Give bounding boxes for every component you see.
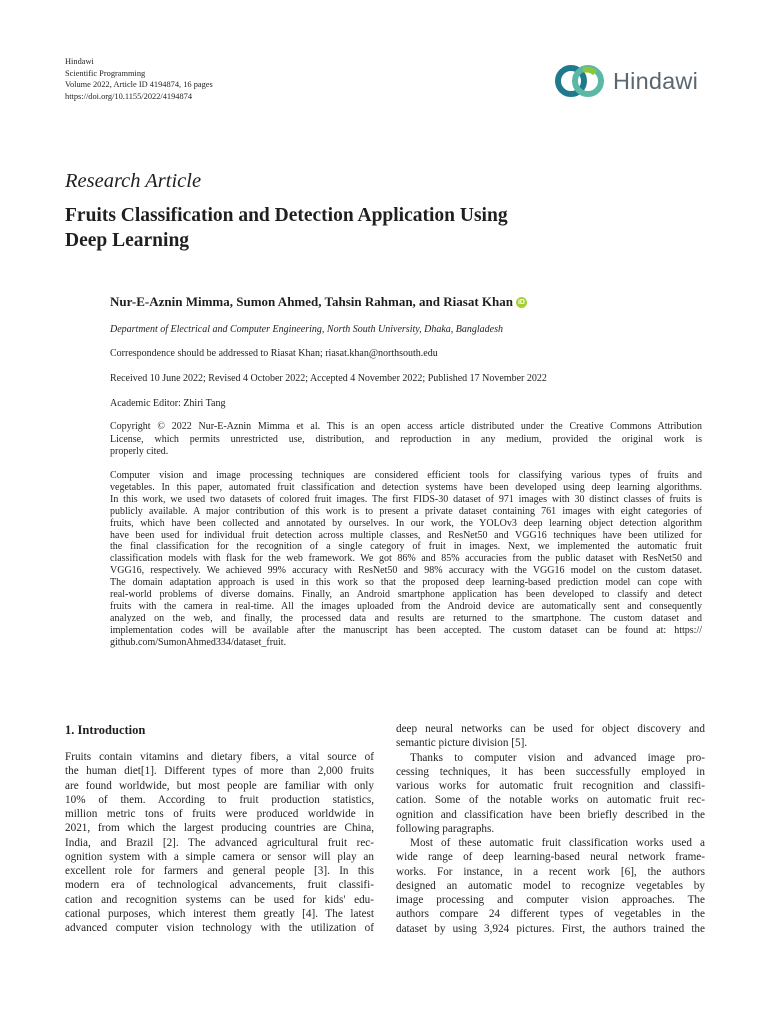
body-line: cessing techniques, it has been successfully employed in bbox=[396, 765, 705, 778]
article-title bbox=[65, 203, 508, 253]
doi-link[interactable]: https://doi.org/10.1155/2022/4194874 bbox=[65, 91, 193, 101]
title-line: Fruits Classification and Detection Application Using bbox=[65, 205, 508, 226]
abstract-line: In this work, we used two datasets of colored fruit images. The first FIDS-30 dataset of 971 images with 30 distinct classes of fruits is bbox=[110, 493, 702, 505]
body-line: the human diet[1]. Different types of more than 2,000 fruits bbox=[65, 765, 374, 778]
body-line: semantic picture division [5]. bbox=[396, 737, 528, 750]
abstract-line: analyzed on the web, and finally, the processed data and results are returned to the smartphone. The custom dataset and bbox=[110, 612, 702, 624]
body-line: Thanks to computer vision and advanced image pro- bbox=[410, 751, 705, 764]
orcid-icon[interactable]: iD bbox=[517, 298, 525, 306]
title-line: Deep Learning bbox=[65, 230, 190, 251]
copyright-line: properly cited. bbox=[110, 446, 169, 458]
publisher-name: Hindawi bbox=[65, 57, 94, 66]
body-line: ognition system with a simple camera or sensor will play an bbox=[65, 850, 374, 863]
abstract-line: fruits, which have been collected and annotated by ourselves. In our work, the YOLOv3 deep learning object detection algorithm bbox=[110, 517, 702, 529]
body-line: India, and Brazil [2]. The advanced agricultural fruit rec- bbox=[65, 836, 374, 849]
abstract bbox=[110, 470, 702, 649]
body-line: following paragraphs. bbox=[396, 822, 495, 835]
section-heading-introduction: 1. Introduction bbox=[65, 723, 146, 737]
article-type: Research Article bbox=[65, 170, 202, 192]
abstract-line: real-world problems of diverse domains. Finally, an Android smartphone application has been developed to classify and detect bbox=[110, 589, 702, 601]
body-line: works. For instance, in a recent work [6], the authors bbox=[396, 865, 705, 878]
abstract-line: The domain adaptation approach is used in this work so that the proposed deep learning-based prediction model can cope with bbox=[110, 577, 702, 589]
body-line: wide range of deep learning-based neural network frame- bbox=[396, 851, 705, 864]
body-line: cational purposes, which interest them greatly [4]. The latest bbox=[65, 907, 374, 920]
body-line: excellent role for farmers and general people [3]. In this bbox=[65, 865, 374, 877]
hindawi-rings-icon bbox=[554, 61, 606, 101]
body-line: designed an automatic model to recognize vegetables by bbox=[396, 879, 705, 892]
body-column-right bbox=[396, 722, 705, 936]
abstract-line: publicly available. A major contribution of this work is to present a private dataset containing 761 images with eight categories of bbox=[110, 505, 702, 517]
body-line: modern era of technological advancements, fruit classifi- bbox=[65, 879, 374, 892]
copyright-line: Copyright © 2022 Nur-E-Aznin Mimma et al. This is an open access article distributed under the Creative Commons Attribution bbox=[110, 421, 702, 432]
abstract-line: implementation codes will be available after the manuscript has been accepted. The custom dataset can be found at: https:// bbox=[110, 624, 702, 636]
journal-metadata bbox=[65, 56, 213, 102]
hindawi-wordmark: Hindawi bbox=[613, 67, 698, 94]
abstract-line: vegetables. In this paper, automated fruit classification and detection systems have been developed using deep learning algorithms. bbox=[110, 481, 702, 493]
abstract-line: VGG16, respectively. We achieved 99% accuracy with ResNet50 and 98% accuracy with the VGG16 model on the custom dataset. bbox=[110, 565, 702, 577]
body-line: 2021, from which the largest producing countries are China, bbox=[65, 822, 374, 835]
body-line: authors compare 24 different types of vegetables in the bbox=[396, 908, 705, 921]
body-line: dataset by using 3,924 pictures. First, the authors trained the bbox=[396, 922, 705, 935]
body-line: Most of these automatic fruit classification works used a bbox=[410, 837, 705, 849]
body-line: deep neural networks can be used for object discovery and bbox=[396, 723, 705, 735]
body-column-left bbox=[65, 750, 374, 935]
body-line: various works for automatic fruit recognition and classifi- bbox=[396, 780, 705, 792]
affiliation: Department of Electrical and Computer Engineering, North South University, Dhaka, Bangladesh bbox=[110, 324, 504, 335]
journal-name: Scientific Programming bbox=[65, 68, 146, 78]
body-line: cation. Some of the notable works on automatic fruit rec- bbox=[396, 794, 705, 807]
body-line: cation and recognition systems can be used for kids' edu- bbox=[65, 893, 374, 906]
body-line: 10% of them. According to fruit production statistics, bbox=[65, 793, 374, 806]
academic-editor: Academic Editor: Zhiri Tang bbox=[110, 398, 226, 409]
body-line: advanced computer vision technology with the utilization of bbox=[65, 922, 374, 934]
abstract-line: fruits with the camera in real-time. All the images uploaded from the Android device are automatically sent and consequently bbox=[110, 600, 702, 612]
abstract-line: Computer vision and image processing techniques are considered efficient tools for classifying various types of fruits and bbox=[110, 470, 702, 481]
copyright-line: License, which permits unrestricted use, distribution, and reproduction in any medium, provided the original work is bbox=[110, 433, 702, 445]
body-line: image processing and computer vision approaches. The bbox=[396, 894, 705, 906]
abstract-line: have been used for individual fruit detection across multiple classes, and ResNet50 and VGG16 techniques have been utilized for bbox=[110, 529, 702, 541]
publication-dates: Received 10 June 2022; Revised 4 October 2022; Accepted 4 November 2022; Published 17 November 2022 bbox=[110, 373, 547, 384]
author-list bbox=[110, 294, 527, 310]
abstract-line: the final classification for the recognition of a single category of fruit in images. Next, we implemented the automatic fruit bbox=[110, 541, 702, 553]
copyright-notice bbox=[110, 421, 702, 459]
body-line: are found worldwide, but most people are familiar with only bbox=[65, 779, 374, 792]
authors-text: Nur-E-Aznin Mimma, Sumon Ahmed, Tahsin Rahman, and Riasat Khan bbox=[110, 294, 513, 309]
abstract-line: github.com/SumonAhmed334/dataset_fruit. bbox=[110, 636, 287, 648]
correspondence: Correspondence should be addressed to Riasat Khan; riasat.khan@northsouth.edu bbox=[110, 348, 438, 359]
hindawi-logo bbox=[554, 60, 698, 102]
body-line: Fruits contain vitamins and dietary fibers, a vital source of bbox=[65, 751, 374, 763]
volume-line: Volume 2022, Article ID 4194874, 16 pages bbox=[65, 80, 213, 90]
abstract-line: classification models with flask for the web framework. We got 86% and 85% accuracies from the public dataset with ResNet50 and bbox=[110, 553, 702, 565]
body-line: ognition and classification have been briefly described in the bbox=[396, 808, 705, 821]
body-line: million metric tons of fruits were produced worldwide in bbox=[65, 808, 374, 820]
